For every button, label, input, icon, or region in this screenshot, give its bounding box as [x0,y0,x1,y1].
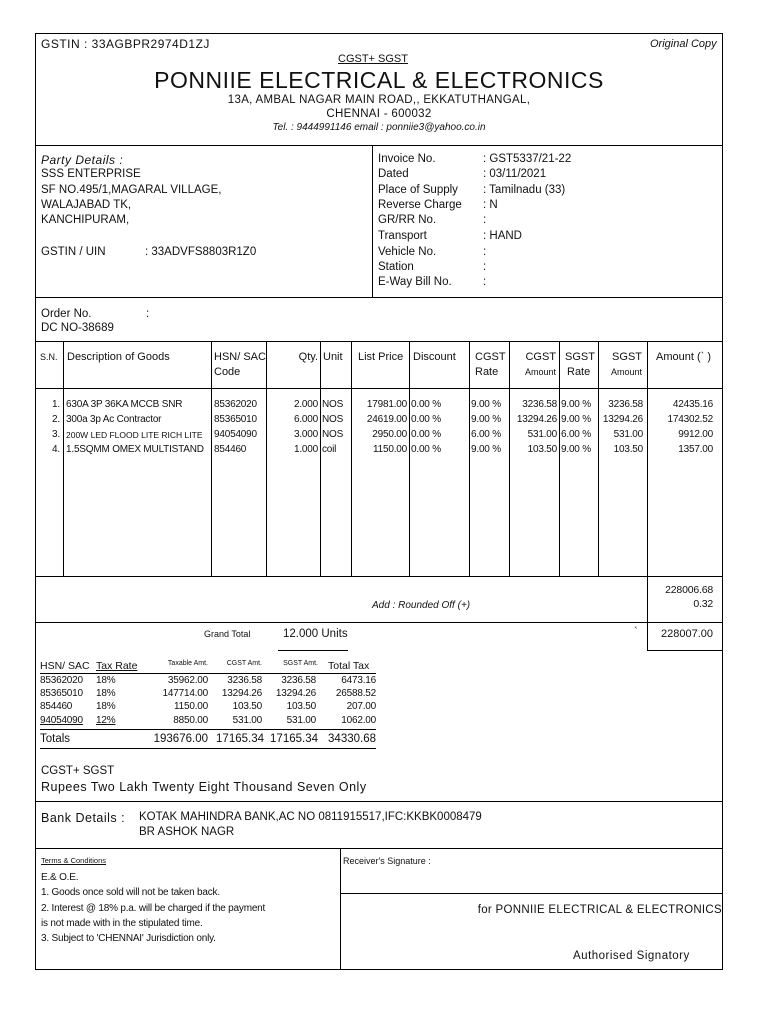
cell-amount: 42435.16 [672,399,713,410]
divider-table-body [35,576,723,577]
cell-unit: coil [322,444,337,455]
dated-label: Dated [378,168,409,180]
receiver-signature-label: Receiver's Signature : [343,856,431,866]
th-sgst-amount-2: Amount [610,367,642,377]
rounded-off-amount: 0.32 [693,598,713,610]
cell-price: 24619.00 [366,414,407,425]
gr-rr-no-value: : [483,214,487,226]
party-gstin-value: : 33ADVFS8803R1Z0 [145,246,257,258]
ts-header-hsn: HSN/ SAC [40,660,90,672]
cell-desc: 630A 3P 36KA MCCB SNR [66,399,183,410]
company-name: PONNIIE ELECTRICAL & ELECTRONICS [154,67,604,93]
bank-label: Bank Details : [41,811,126,825]
grand-total-amount: 228007.00 [661,628,713,640]
terms-line1: 1. Goods once sold will not be taken back. [41,887,220,898]
words-tax-type: CGST+ SGST [41,765,115,777]
grand-total-qty-underline [278,650,348,651]
ts-total: 6473.16 [341,675,376,686]
th-sgst-amount: SGST [612,351,642,363]
party-gstin-label: GSTIN / UIN [41,246,106,258]
ts-taxable: 8850.00 [173,715,208,726]
th-amount: Amount (` ) [656,351,712,363]
cell-cgst-amount: 531.00 [527,429,557,440]
party-address-line2: WALAJABAD TK, [41,199,132,211]
cell-cgst-rate: 9.00 % [471,444,501,455]
grand-total-label: Grand Total [204,629,251,639]
vehicle-no-label: Vehicle No. [378,246,437,258]
ts-header-total: Total Tax [328,660,370,672]
cell-sn: 4. [52,444,60,455]
party-address-line3: KANCHIPURAM, [41,214,130,226]
place-of-supply-label: Place of Supply [378,184,458,196]
col-line-6 [409,341,410,576]
cell-amount: 9912.00 [678,429,713,440]
th-cgst-rate: CGST [475,351,506,363]
col-line-4 [320,341,321,576]
cell-sgst-amount: 531.00 [613,429,643,440]
cell-sn: 3. [52,429,60,440]
company-address-line2: CHENNAI - 600032 [326,108,432,120]
cell-unit: NOS [322,414,344,425]
cell-sgst-rate: 6.00 % [561,429,591,440]
dated-value: : 03/11/2021 [483,168,547,180]
th-desc: Description of Goods [67,351,170,363]
invoice-no-value: : GST5337/21-22 [483,153,572,165]
header-tax-type: CGST+ SGST [338,53,408,65]
order-no-label: Order No. [41,308,92,320]
transport-label: Transport [378,230,427,242]
cell-sn: 1. [52,399,60,410]
cell-cgst-rate: 9.00 % [471,399,501,410]
ts-totals-taxable: 193676.00 [153,733,208,745]
ts-header-line [40,673,376,674]
divider-party [35,297,723,298]
cell-qty: 1.000 [293,444,318,455]
th-cgst-amount-2: Amount [524,367,556,377]
cell-hsn: 94054090 [214,429,257,440]
th-sgst-rate: SGST [565,351,595,363]
divider-header [35,145,723,146]
ts-totals-total: 34330.68 [328,733,376,745]
station-label: Station [378,261,414,273]
divider-subtotal [35,622,723,623]
reverse-charge-label: Reverse Charge [378,199,462,211]
station-value: : [483,261,487,273]
cell-sgst-amount: 3236.58 [608,399,643,410]
amount-in-words: Rupees Two Lakh Twenty Eight Thousand Seven Only [41,780,367,794]
bank-line2: BR ASHOK NAGR [139,826,235,838]
cell-discount: 0.00 % [411,429,441,440]
terms-eoe: E.& O.E. [41,872,79,883]
ts-hsn: 94054090 [40,715,83,726]
ts-total: 26588.52 [335,688,376,699]
cell-unit: NOS [322,429,344,440]
col-line-2 [211,341,212,576]
company-contact: Tel. : 9444991146 email : ponniie3@yahoo.co.in [272,122,486,133]
th-qty: Qty. [298,351,318,363]
ts-totals-sgst: 17165.34 [270,733,318,745]
terms-line3: 3. Subject to 'CHENNAI' Jurisdiction only. [41,933,216,944]
ts-cgst: 103.50 [232,701,262,712]
cell-cgst-rate: 6.00 % [471,429,501,440]
subtotal-amount: 228006.68 [665,584,713,596]
ts-totals-label: Totals [40,733,71,745]
cell-desc: 300a 3p Ac Contractor [66,414,162,425]
th-hsn-code: Code [214,366,241,378]
cell-hsn: 854460 [214,444,247,455]
ts-rate: 18% [96,701,116,712]
ts-totals-line [40,729,376,730]
cell-amount: 174302.52 [667,414,713,425]
cell-discount: 0.00 % [411,399,441,410]
cell-sgst-amount: 13294.26 [602,414,643,425]
cell-sgst-rate: 9.00 % [561,444,591,455]
cell-sgst-rate: 9.00 % [561,414,591,425]
ts-totals-cgst: 17165.34 [216,733,264,745]
cell-cgst-amount: 3236.58 [522,399,557,410]
terms-line2b: is not made with in the stipulated time. [41,918,203,929]
ts-header-taxable: Taxable Amt. [167,660,208,667]
ts-sgst: 103.50 [286,701,316,712]
grand-total-qty: 12.000 Units [283,628,348,640]
party-name: SSS ENTERPRISE [41,168,141,180]
th-unit: Unit [323,351,343,363]
ts-hsn: 854460 [40,701,73,712]
gr-rr-no-label: GR/RR No. [378,214,437,226]
party-address-line1: SF NO.495/1,MAGARAL VILLAGE, [41,184,222,196]
ts-hsn: 85362020 [40,675,83,686]
ts-total: 1062.00 [341,715,376,726]
invoice-no-label: Invoice No. [378,153,436,165]
ts-rate: 12% [96,715,116,726]
divider-bank [35,848,723,849]
company-address-line1: 13A, AMBAL NAGAR MAIN ROAD,, EKKATUTHANGAL, [227,94,531,106]
cell-qty: 6.000 [293,414,318,425]
cell-cgst-rate: 9.00 % [471,414,501,425]
ts-sgst: 531.00 [286,715,316,726]
th-cgst-rate-2: Rate [475,366,499,378]
eway-bill-label: E-Way Bill No. [378,276,452,288]
divider-order [35,341,723,342]
ts-rate: 18% [96,675,116,686]
cell-qty: 3.000 [293,429,318,440]
divider-grand-total [647,650,723,651]
party-heading: Party Details : [41,153,124,167]
ts-sgst: 13294.26 [275,688,316,699]
divider-words [35,801,723,802]
terms-line2a: 2. Interest @ 18% p.a. will be charged if the payment [41,903,266,914]
rounded-off-label: Add : Rounded Off (+) [372,600,471,611]
cell-hsn: 85365010 [214,414,257,425]
th-sn: S.N. [40,352,58,362]
cell-unit: NOS [322,399,344,410]
th-cgst-amount: CGST [525,351,556,363]
cell-desc: 200W LED FLOOD LITE RICH LITE [66,430,203,440]
col-line-9 [559,341,560,576]
cell-discount: 0.00 % [411,414,441,425]
cell-sn: 2. [52,414,60,425]
cell-price: 1150.00 [372,444,407,455]
cell-discount: 0.00 % [411,444,441,455]
ts-rate: 18% [96,688,116,699]
seller-gstin: GSTIN : 33AGBPR2974D1ZJ [41,37,210,51]
th-discount: Discount [413,351,456,363]
ts-taxable: 147714.00 [162,688,208,699]
ts-sgst: 3236.58 [281,675,316,686]
cell-sgst-rate: 9.00 % [561,399,591,410]
ts-cgst: 531.00 [232,715,262,726]
authorised-signatory: Authorised Signatory [573,950,690,962]
terms-heading: Terms & Conditions [41,856,107,865]
divider-table-header [35,388,723,389]
order-no-colon: : [146,308,150,320]
eway-bill-value: : [483,276,487,288]
for-company: for PONNIIE ELECTRICAL & ELECTRONICS [477,904,722,916]
ts-cgst: 13294.26 [221,688,262,699]
ts-header-rate: Tax Rate [96,660,138,672]
cell-qty: 2.000 [293,399,318,410]
cell-sgst-amount: 103.50 [613,444,643,455]
dc-number: DC NO-38689 [41,322,114,334]
col-line-7 [469,341,470,576]
bank-line1: KOTAK MAHINDRA BANK,AC NO 0811915517,IFC:KKBK0008479 [139,811,482,823]
th-sgst-rate-2: Rate [567,366,591,378]
transport-value: : HAND [483,230,522,242]
ts-taxable: 1150.00 [173,701,208,712]
th-list-price: List Price [358,351,404,363]
cell-price: 17981.00 [366,399,407,410]
cell-desc: 1.5SQMM OMEX MULTISTAND [66,444,204,455]
place-of-supply-value: : Tamilnadu (33) [483,184,566,196]
th-hsn: HSN/ SAC [214,351,266,363]
col-line-5 [351,341,352,576]
ts-total: 207.00 [346,701,376,712]
cell-price: 2950.00 [372,429,407,440]
vehicle-no-value: : [483,246,487,258]
ts-totals-underline [40,748,376,749]
ts-hsn: 85365010 [40,688,83,699]
cell-cgst-amount: 13294.26 [516,414,557,425]
reverse-charge-value: : N [483,199,498,211]
ts-header-cgst: CGST Amt. [226,660,262,667]
ts-cgst: 3236.58 [227,675,262,686]
cell-hsn: 85362020 [214,399,257,410]
col-line-1 [63,341,64,576]
ts-header-sgst: SGST Amt. [283,660,318,667]
divider-party-invoice [372,145,373,297]
cell-amount: 1357.00 [678,444,713,455]
col-line-3 [266,341,267,576]
divider-receiver [340,893,723,894]
ts-taxable: 35962.00 [167,675,208,686]
copy-type: Original Copy [650,38,717,50]
cell-cgst-amount: 103.50 [527,444,557,455]
rupee-symbol: ` [634,626,638,638]
